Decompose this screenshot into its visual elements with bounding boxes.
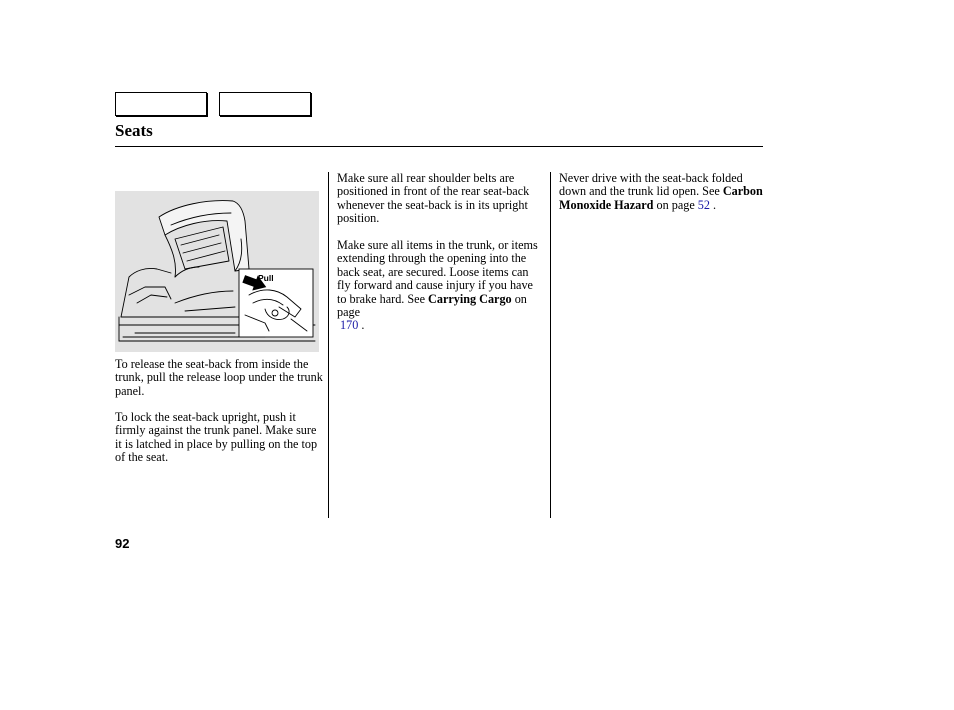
col2-p2-on: on page (337, 291, 527, 320)
trunk-release-illustration (115, 191, 319, 352)
page-number: 92 (115, 536, 130, 551)
col1-paragraph-2: To lock the seat-back upright, push it firmly against the trunk panel. Make sure it is latched in place by pulling on the top of the seat. (115, 410, 318, 465)
pull-label: Pull (258, 273, 274, 283)
col2-p2-end: . (358, 318, 365, 333)
page-link-170[interactable]: 170 (340, 318, 359, 333)
nav-tab-box-2[interactable] (219, 92, 311, 116)
carrying-cargo-ref: Carrying Cargo (428, 291, 512, 306)
col3-paragraph-1 (559, 172, 764, 212)
nav-tab-box-1[interactable] (115, 92, 207, 116)
section-title: Seats (115, 121, 153, 140)
col1-paragraph-1: To release the seat-back from inside the trunk, pull the release loop under the trunk panel. (115, 357, 323, 398)
col2-p2-text: Make sure all items in the trunk, or items extending through the opening into the back seat, are secured. Loose items can fly forward and cause injury if you have to brake hard. See (337, 238, 538, 306)
page-link-52[interactable]: 52 (697, 197, 710, 212)
column-divider-1 (328, 172, 329, 518)
col3-p1-on: on page (653, 197, 698, 212)
column-divider-2 (550, 172, 551, 518)
col2-paragraph-1: Make sure all rear shoulder belts are positioned in front of the rear seat-back whenever the seat-back is in its upright position. (337, 171, 530, 226)
col3-p1-end: . (709, 197, 717, 212)
trunk-illustration-svg (115, 191, 319, 352)
carbon-monoxide-ref: Carbon Monoxide Hazard (559, 184, 763, 212)
col2-paragraph-2 (337, 239, 544, 333)
col3-p1-text: Never drive with the seat-back folded down and the trunk lid open. See (559, 171, 743, 199)
title-divider (115, 146, 763, 147)
